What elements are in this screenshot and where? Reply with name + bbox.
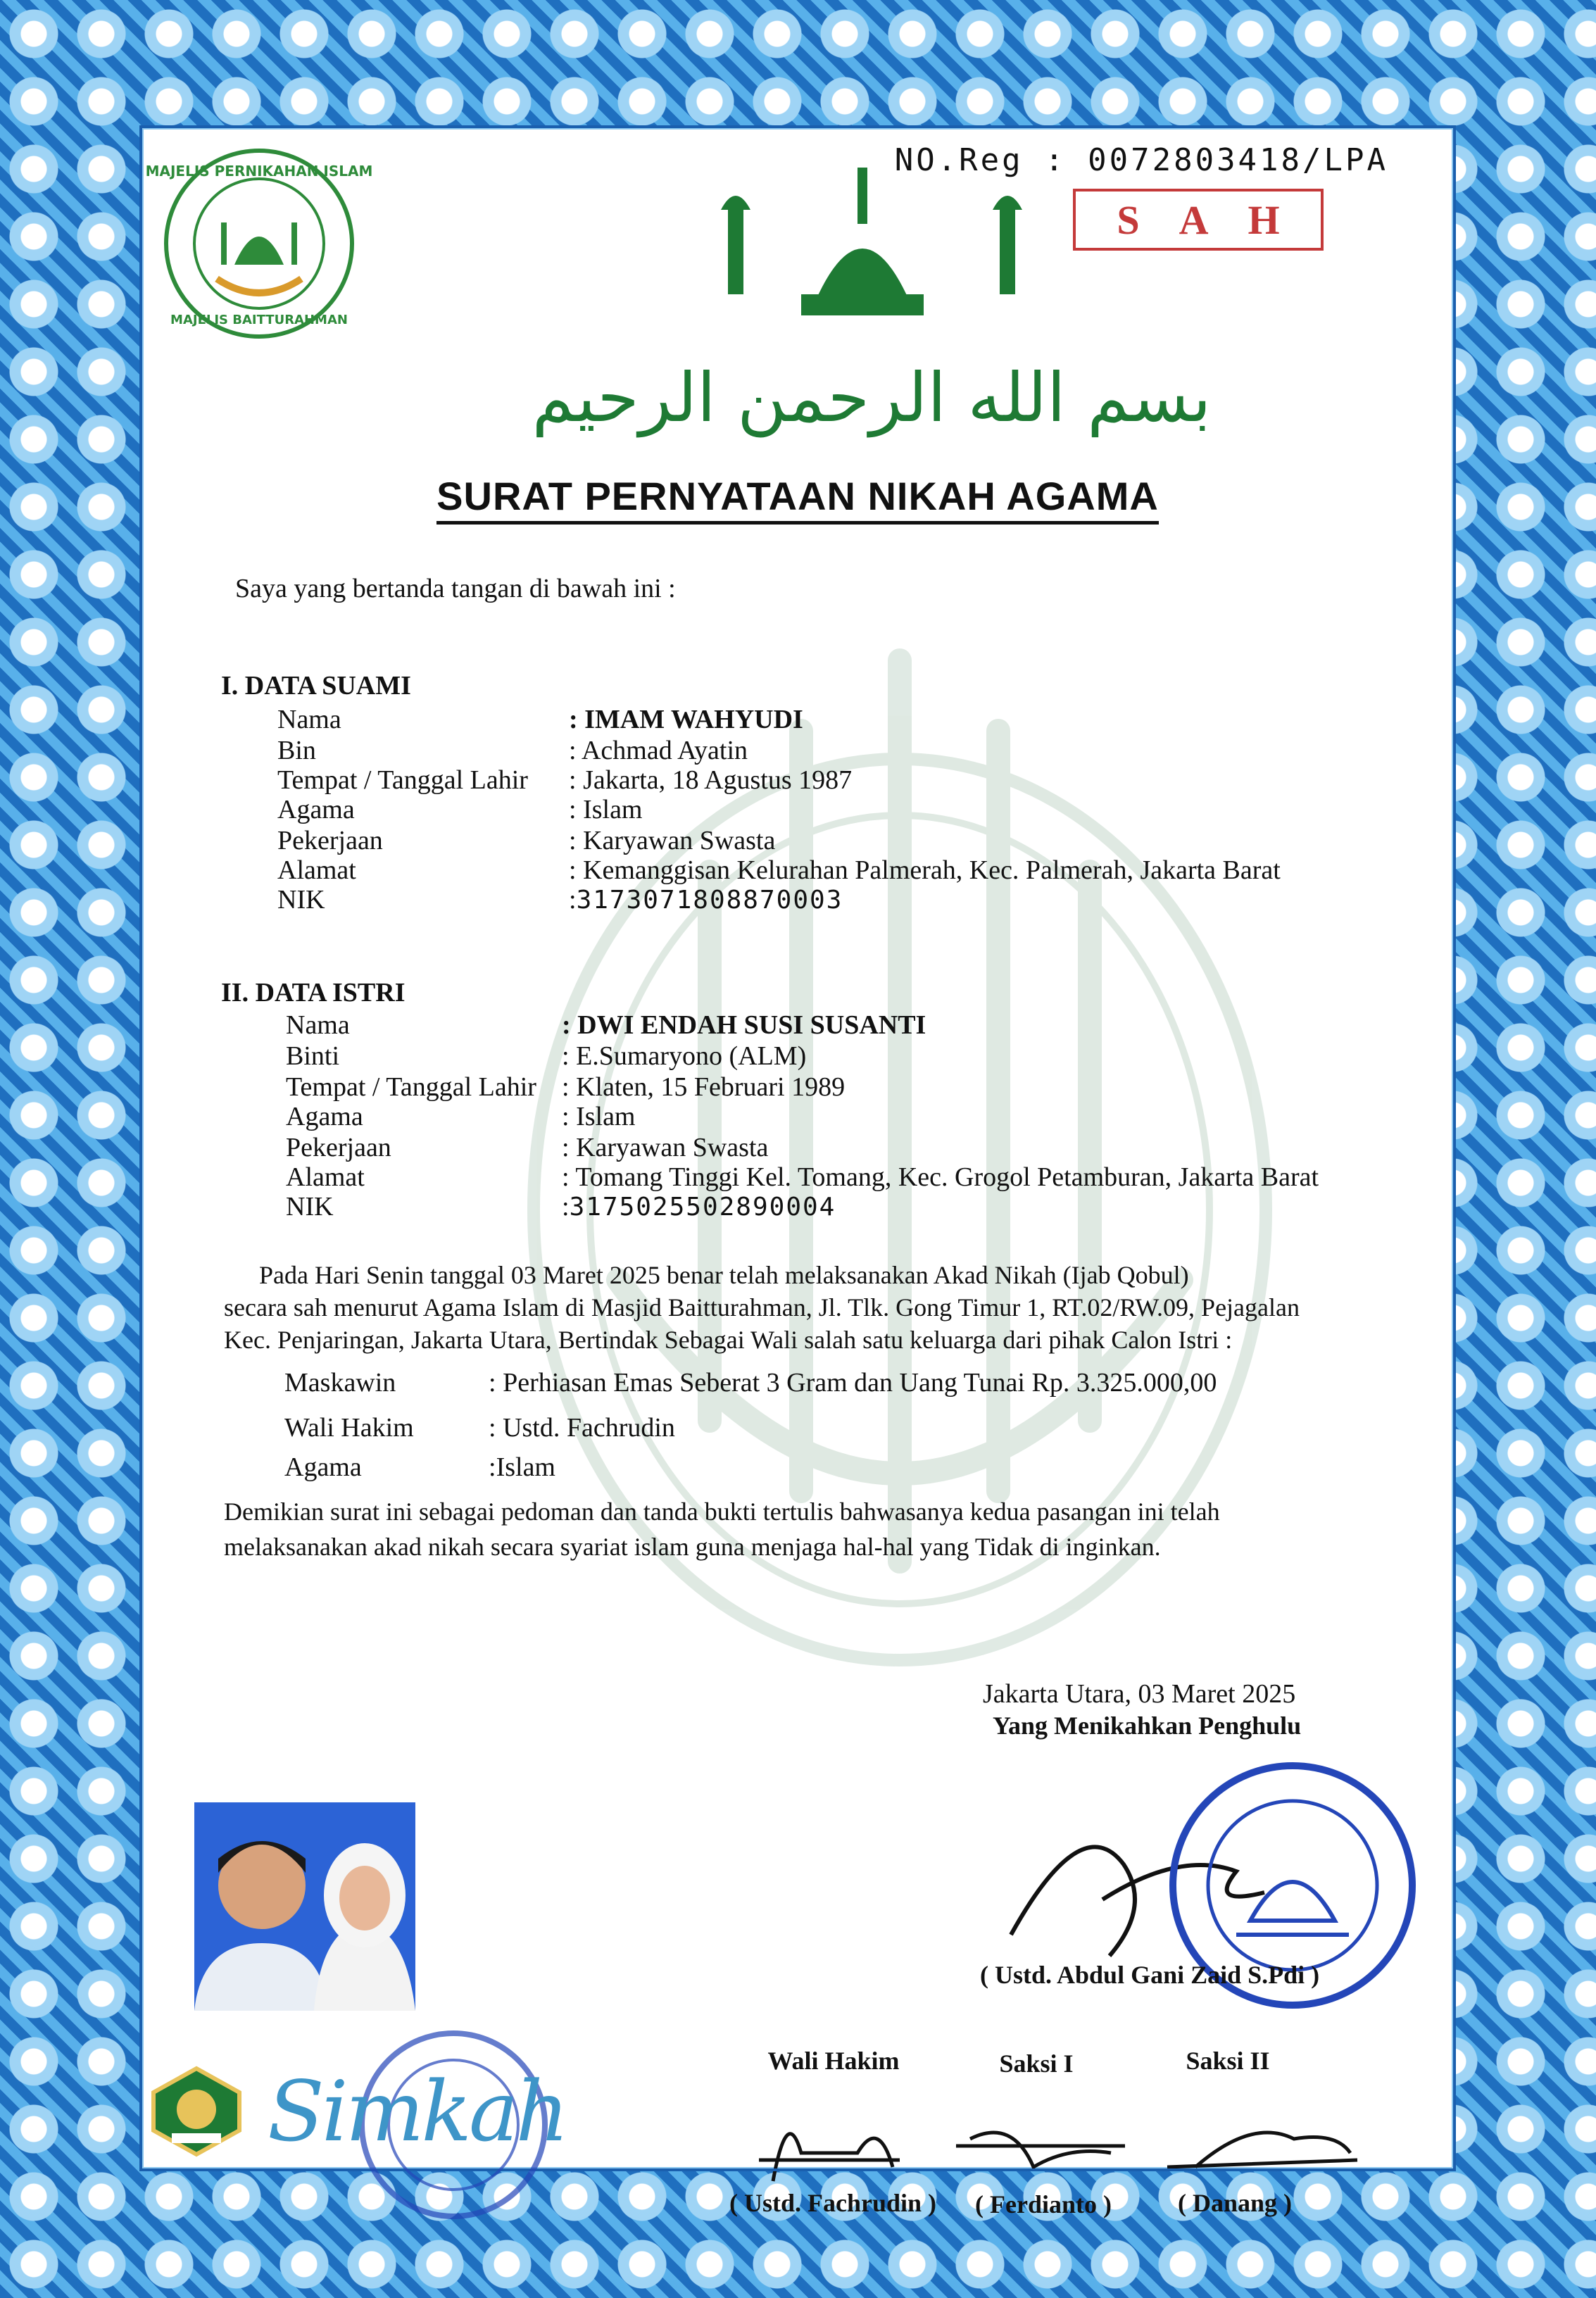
svg-text:بسم الله الرحمن الرحيم: بسم الله الرحمن الرحيم: [532, 358, 1212, 437]
akad-paragraph: Pada Hari Senin tanggal 03 Maret 2025 benar telah melaksanakan Akad Nikah (Ijab Qobul) secara sah menurut Agama Islam di Masjid Baitturahman, Jl. Tlk. Gong Timur 1, RT.02/RW.09, Pejagalan Kec. Penjaringan, Jakarta Utara, Bertindak Sebagai Wali salah satu keluarga dari pihak Calon Istri :: [224, 1261, 1300, 1354]
simkah-brand-logo: Simkah: [268, 2063, 567, 2160]
witness-role-saksi-2: Saksi II: [1186, 2047, 1270, 2075]
witness-name-saksi-2: ( Danang ): [1177, 2189, 1293, 2217]
kemenag-logo-icon: [151, 2066, 242, 2157]
page-title: SURAT PERNYATAAN NIKAH AGAMA: [139, 473, 1456, 519]
witness-name-saksi-1: ( Ferdianto ): [975, 2190, 1112, 2218]
witness-role-saksi-1: Saksi I: [999, 2049, 1074, 2078]
witness-signatures: [717, 2090, 1393, 2202]
section-heading-suami: I. DATA SUAMI: [221, 671, 411, 701]
section-heading-istri: II. DATA ISTRI: [221, 978, 406, 1007]
registration-number: NO.Reg : 0072803418/LPA: [894, 142, 1388, 178]
signature-role: Yang Menikahkan Penghulu: [993, 1712, 1302, 1740]
witness-name-wali: ( Ustd. Fachrudin ): [729, 2189, 937, 2217]
closing-paragraph: Demikian surat ini sebagai pedoman dan tanda bukti tertulis bahwasanya kedua pasangan ini telah melaksanakan akad nikah secara syariat islam guna menjaga hal-hal yang Tidak di inginkan.: [224, 1498, 1220, 1561]
signature-place-date: Jakarta Utara, 03 Maret 2025: [983, 1679, 1296, 1709]
couple-photo: [194, 1802, 415, 2011]
intro-text: Saya yang bertanda tangan di bawah ini :: [235, 574, 676, 603]
svg-text:MAJELIS PERNIKAHAN ISLAM: MAJELIS PERNIKAHAN ISLAM: [145, 163, 373, 180]
penghulu-signature-and-stamp: [997, 1724, 1447, 1998]
penghulu-name: ( Ustd. Abdul Gani Zaid S.Pdi ): [980, 1961, 1320, 1989]
svg-text:MAJELIS BAITTURAHMAN: MAJELIS BAITTURAHMAN: [170, 313, 348, 327]
certificate-paper: MAJELIS PERNIKAHAN ISLAM MAJELIS BAITTURAHMAN بسم الله الرحمن الرحيم NO.Reg : 0072803418/LPA SAH SURAT PERNYATAAN NIKAH AGAMA Saya yang bertanda tangan di bawah ini : I. DATA SUAMI Nama : IMAM WAHYUDI Bin : Achmad Ayatin Tempat / Tanggal Lahir : Jakarta, 18 Agustus 1987 Agama : Islam Pekerjaan : Karyawan Swasta Alamat : Kemanggisan Kelurahan Palmerah, Kec. Palmerah, Jakarta Barat NIK :3173071808870003 II. DATA ISTRI Nama : DWI ENDAH SUSI SUSANTI Binti : E.Sumaryono (ALM) Tempat / Tanggal Lahir : Klaten, 15 Februari 1989 Agama : Islam Pekerjaan : Karyawan Swasta Alamat : Tomang Tinggi Kel. Tomang, Kec. Grogol Petamburan, Jakarta Barat NIK :3175025502890004 Pada Hari Senin tanggal 03 Maret 2025 benar telah melaksanakan Akad Nikah (Ijab Qobul) secara sah menurut Agama Islam di Masjid Baitturahman, Jl. Tlk. Gong Timur 1, RT.02/RW.09, Pejagalan Kec. Penjaringan, Jakarta Utara, Bertindak Sebagai Wali salah satu keluarga dari pihak Calon Istri : Maskawin : Perhiasan Emas Seberat 3 Gram dan Uang Tunai Rp. 3.325.000,00 Wali Hakim : Ustd. Fachrudin Agama :Islam Demikian surat ini sebagai pedoman dan tanda bukti tertulis bahwasanya kedua pasangan ini telah melaksanakan akad nikah secara syariat islam guna menjaga hal-hal yang Tidak di inginkan. Jakarta Utara, 03 Maret 2025 Yang Menikahkan Penghulu ( Ustd. Abdul Gani Zaid S.Pdi ) Wali Hakim Saksi I Saksi II ( Ustd. Fachrudin ) ( Ferdianto ) ( Danang ): [139, 125, 1456, 2171]
sah-stamp: SAH: [1073, 189, 1324, 251]
witness-role-wali: Wali Hakim: [767, 2047, 900, 2075]
majelis-logo-icon: [145, 145, 373, 342]
